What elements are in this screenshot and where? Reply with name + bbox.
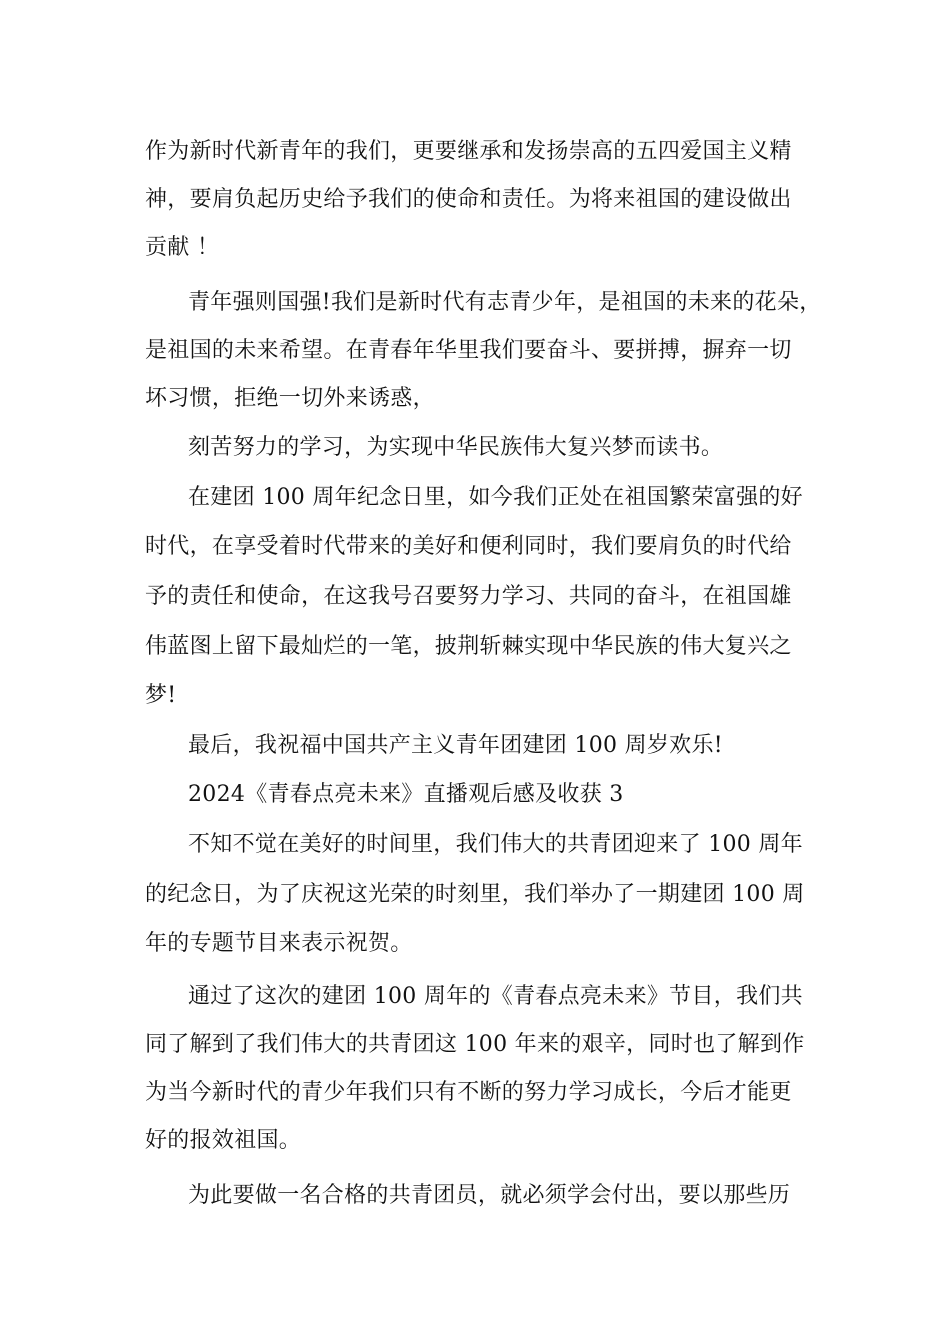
text-line: 予的责任和使命，在这我号召要努力学习、共同的奋斗，在祖国雄 <box>145 584 792 609</box>
text-line: 贡献 ！ <box>145 235 220 260</box>
text-line: 年的专题节目来表示祝贺。 <box>145 931 413 956</box>
text-line: 在建团 100 周年纪念日里，如今我们正处在祖国繁荣富强的好 <box>188 485 803 510</box>
text-line: 伟蓝图上留下最灿烂的一笔，披荆斩棘实现中华民族的伟大复兴之 <box>145 634 792 659</box>
text-line: 是祖国的未来希望。在青春年华里我们要奋斗、要拼搏，摒弃一切 <box>145 338 792 363</box>
text-line: 的纪念日，为了庆祝这光荣的时刻里，我们举办了一期建团 100 周 <box>145 882 805 907</box>
text-line: 为当今新时代的青少年我们只有不断的努力学习成长，今后才能更 <box>145 1080 792 1105</box>
text-line: 为此要做一名合格的共青团员，就必须学会付出，要以那些历 <box>188 1183 791 1208</box>
text-line: 刻苦努力的学习，为实现中华民族伟大复兴梦而读书。 <box>188 435 724 460</box>
text-line: 通过了这次的建团 100 周年的《青春点亮未来》节目，我们共 <box>188 984 803 1009</box>
text-line: 不知不觉在美好的时间里，我们伟大的共青团迎来了 100 周年 <box>188 832 803 857</box>
section-heading: 2024《青春点亮未来》直播观后感及收获 3 <box>188 782 624 807</box>
text-line: 时代，在享受着时代带来的美好和便利同时，我们要肩负的时代给 <box>145 534 792 559</box>
text-line: 青年强则国强!我们是新时代有志青少年，是祖国的未来的花朵， <box>188 290 822 315</box>
text-line: 好的报效祖国。 <box>145 1128 302 1153</box>
text-line: 作为新时代新青年的我们，更要继承和发扬崇高的五四爱国主义精 <box>145 139 792 164</box>
text-line: 坏习惯，拒绝一切外来诱惑， <box>145 386 435 411</box>
text-line: 同了解到了我们伟大的共青团这 100 年来的艰辛，同时也了解到作 <box>145 1032 805 1057</box>
text-line: 最后，我祝福中国共产主义青年团建团 100 周岁欢乐! <box>188 733 723 758</box>
text-line: 神，要肩负起历史给予我们的使命和责任。为将来祖国的建设做出 <box>145 187 792 212</box>
text-line: 梦! <box>145 683 177 708</box>
